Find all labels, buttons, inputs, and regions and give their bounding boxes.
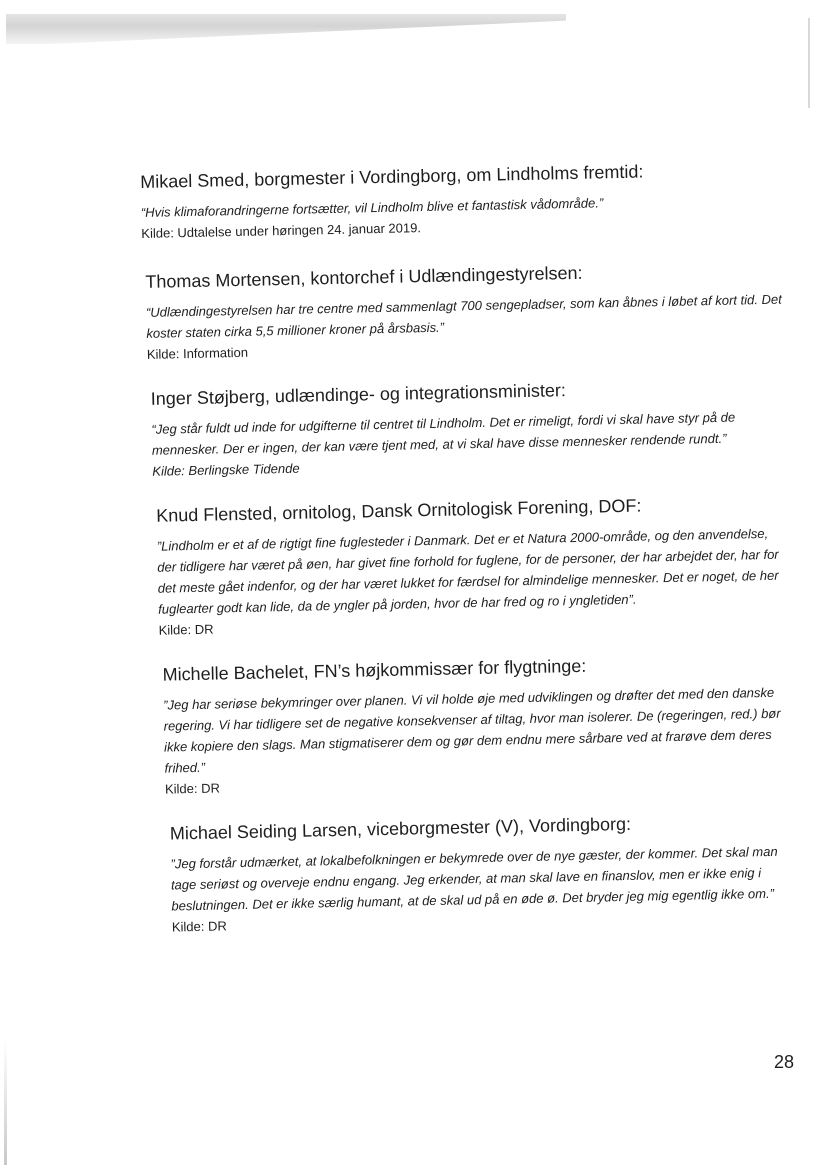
speaker-heading: Michael Seiding Larsen, viceborgmester (V), Vordingborg: xyxy=(169,813,632,844)
scan-artifact-left xyxy=(4,1040,7,1165)
source-line: Kilde: DR xyxy=(158,621,214,638)
speaker-heading: Thomas Mortensen, kontorchef i Udlændingestyrelsen: xyxy=(145,262,583,292)
quote-text: ”Jeg har seriøse bekymringer over planen. Vi vil holde øje med udviklingen og drøfter det med den danske regering. Vi har tidligere set de negative konsekvenser af tiltag, hvor man isolerer. De (regeringen, red.) bør ikke kopiere den slags. Man stigmatiserer dem og gør dem endnu mere sårbare ved at frarøve dem deres frihed.” xyxy=(163,684,781,776)
quote-text: “Jeg står fuldt ud inde for udgifterne til centret til Lindholm. Det er rimeligt, fordi vi skal have styr på de mennesker. Der er ingen, der kan være tjent med, at vi skal have disse mennesker rendende rundt.” xyxy=(151,409,736,458)
quote-text: “Hvis klimaforandringerne fortsætter, vil Lindholm blive et fantastisk vådområde.” xyxy=(140,195,604,220)
source-line: Kilde: Berlingske Tidende xyxy=(152,460,300,479)
quote-block xyxy=(151,374,787,482)
quote-block xyxy=(156,491,790,641)
quote-text: “Udlændingestyrelsen har tre centre med sammenlagt 700 sengepladser, som kan åbnes i løbet af kort tid. Det koster staten cirka 5,5 millioner kroner på årsbasis.” xyxy=(145,291,782,341)
page-number: 28 xyxy=(774,1052,795,1072)
source-line: Kilde: DR xyxy=(164,780,221,797)
quote-text: ”Lindholm er et af de rigtigt fine fuglesteder i Danmark. Det er et Natura 2000-område, og den anvendelse, der tidligere har været på øen, har givet fine forhold for fuglene, for de personer, der har arbejdet der, har for det meste gået indenfor, og der har været lukket for færdsel for almindelige mennesker. Det er noget, de her fuglearter godt kan lide, da de yngler på jorden, hvor de har fred og ro i yngletiden”. xyxy=(156,525,779,617)
quote-block xyxy=(170,808,796,937)
scan-artifact-top xyxy=(6,14,566,44)
quote-block xyxy=(162,649,793,799)
quote-block xyxy=(145,257,784,365)
scan-artifact-right xyxy=(808,18,810,108)
speaker-heading: Michelle Bachelet, FN’s højkommissær for flygtninge: xyxy=(162,655,587,685)
source-line: Kilde: Udtalelse under høringen 24. januar 2019. xyxy=(141,220,422,241)
quotes-section xyxy=(140,157,796,960)
speaker-heading: Knud Flensted, ornitolog, Dansk Ornitologisk Forening, DOF: xyxy=(156,495,642,526)
speaker-heading: Inger Støjberg, udlændinge- og integrationsminister: xyxy=(150,380,567,409)
quote-text: ”Jeg forstår udmærket, at lokalbefolkningen er bekymrede over de nye gæster, der kommer. Det skal man tage seriøst og overveje endnu engang. Jeg erkender, at man skal lave en finanslov, men er ikke enig i beslutningen. Det er ikke særlig humant, at de skal ud på en øde ø. Det bryder jeg mig egentlig ikke om.” xyxy=(170,843,778,914)
quote-block xyxy=(140,157,781,244)
source-line: Kilde: Information xyxy=(146,344,249,362)
speaker-heading: Mikael Smed, borgmester i Vordingborg, om Lindholms fremtid: xyxy=(140,161,644,192)
source-line: Kilde: DR xyxy=(171,918,227,935)
